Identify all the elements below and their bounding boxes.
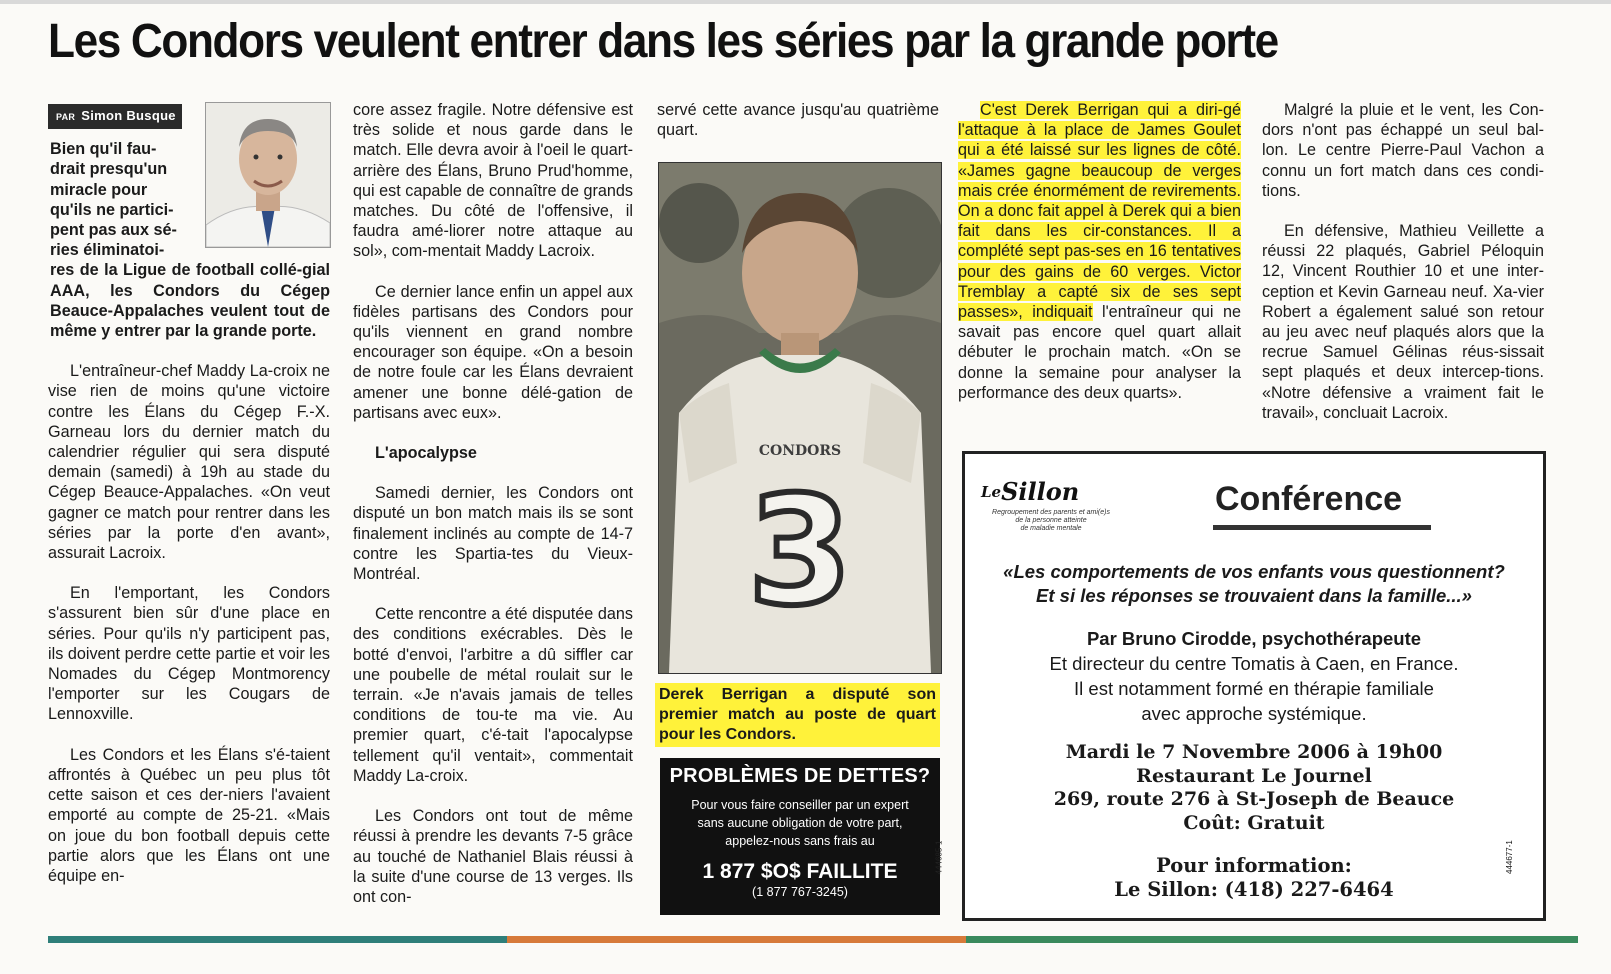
paragraph-rest: l'entraîneur qui ne savait pas encore quel quart allait débuter le prochain match. «On se donne la semaine pour analyser la performance des deux quarts». [958,303,1241,402]
paragraph: Malgré la pluie et le vent, les Con-dors n'ont pas échappé un seul bal-lon. Le centre Pierre-Paul Vachon a connu un fort match dans ces condi-tions. [1262,101,1544,200]
paragraph: Cette rencontre a été disputée dans des conditions exécrables. Dès le botté d'envoi, l'arbitre a dû siffler car une poubelle de métal roulait sur le terrain. «Je n'avais jamais de telles conditions de tou-te ma vie. Au premier quart, c'é-tait l'apocalypse tellement qu'il ventait», commentait Maddy La-croix. [353,605,633,785]
byline-prefix: PAR [56,112,76,122]
debt-ad [660,758,944,915]
logo-tagline: de maladie mentale [1020,525,1082,532]
logo-name: Sillon [1001,477,1080,506]
conference-question: «Les comportements de vos enfants vous questionnent? Et si les réponses se trouvaient dans la famille...» [1003,561,1505,606]
highlighted-text: C'est Derek Berrigan qui a diri-gé l'attaque à la place de James Goulet qui a été laissé sur les lignes de côté. «James gagne beaucoup de verges mais crée énormément de revirements. On a donc fait appel à Derek qui a bien fait dans les cir-constances. Il a complété sept pas-ses en 16 tentatives pour des gains de 60 verges. Victor Tremblay a capté six de ses sept passes», indiquait [958,101,1241,322]
debt-ad-line: sans aucune obligation de votre part, [697,816,903,830]
column-2 [353,100,633,927]
title-underline [1213,525,1431,530]
debt-ad-line: appelez-nous sans frais au [725,834,875,848]
paragraph: L'entraîneur-chef Maddy La-croix ne vise rien de moins qu'une victoire contre les Élans du Cégep F.-X. Garneau lors du dernier match du calendrier régulier qui sera disputé demain (samedi) à 19h au stade du Cégep Beauce-Appalaches. «On veut gagner ce match pour rentrer dans les séries par la porte d'en avant», assurait Lacroix. [48,362,330,563]
byline-author: Simon Busque [81,108,176,123]
paragraph: Les Condors ont tout de même réussi à prendre les devants 7-5 grâce au touché de Nathaniel Blais réussi à la suite d'une course de 13 verges. Ils ont con- [353,807,633,906]
event-details: Mardi le 7 Novembre 2006 à 19h00 Restaurant Le Journel 269, route 276 à St-Joseph de Beauce Coût: Gratuit [1053,741,1455,834]
jersey-text: CONDORS [758,443,842,459]
paragraph: servé cette avance jusqu'au quatrième quart. [657,101,939,140]
paragraph: core assez fragile. Notre défensive est très solide et nous garde dans le match. Elle devra avoir à l'oeil le quart-arrière des Élans, Bruno Prud'homme, qui est capable de connaître de grands matches. Du côté de l'offensive, il faudra amé-liorer notre attaque au sol», com-mentait Maddy Lacroix. [353,101,633,261]
logo-le: Le [981,483,1002,501]
paragraph: En l'emportant, les Condors s'assurent bien sûr d'une place en séries. Pour qu'ils n'y participent pas, ils doivent perdre cette partie et voir les Nomades du Cégep Montmorency l'emporter sur les Cougars de Lennoxville. [48,584,330,724]
conference-title: Conférence [1215,480,1403,518]
lead-line: pent pas aux sé- [50,221,177,240]
debt-ad-line: Pour vous faire conseiller par un expert [691,798,909,812]
player-photo [658,162,942,674]
lead-line: drait presqu'un [50,160,168,179]
debt-ad-title: PROBLÈMES DE DETTES? [669,765,931,787]
logo-tagline: Regroupement des parents et ami(e)s [992,509,1110,516]
bottom-color-bar [48,936,1578,943]
lead-line: ries éliminatoi- [50,241,165,260]
paragraph: Ce dernier lance enfin un appel aux fidèles partisans des Condors pour qu'ils viennent en grand nombre encourager son équipe. «On a besoin de notre foule car les Élans devraient amener une bonne délé-gation de partisans avec eux». [353,282,633,422]
headline: Les Condors veulent entrer dans les séries par la grande porte [48,15,1278,68]
lead-rest: res de la Ligue de football collé-gial AAA, les Condors du Cégep Beauce-Appalaches veulent tout de même y entrer par la grande porte. [50,261,330,341]
contact-info: Pour information: Le Sillon: (418) 227-6464 [1114,854,1394,901]
logo-tagline: de la personne atteinte [1015,517,1087,524]
lead-line: miracle pour [50,180,148,199]
paragraph: Les Condors et les Élans s'é-taient affrontés à Québec un peu plus tôt cette saison et ces der-niers l'avaient emporté au compte de 25-21. «Mais on joue du bon football depuis cette partie alors que les Élans ont une équipe en- [48,745,330,885]
conference-ad-code: 444677-1 [1505,840,1514,874]
conference-ad [962,451,1546,921]
debt-ad-phone-alt: (1 877 767-3245) [752,885,848,899]
photo-caption: Derek Berrigan a disputé son premier match au poste de quart pour les Condors. [655,683,940,747]
debt-ad-code: 444685-1 [934,840,944,875]
speaker-info: Par Bruno Cirodde, psychothérapeute Et directeur du centre Tomatis à Caen, en France. Il est notamment formé en thérapie familiale avec approche systémique. [1049,628,1459,724]
author-portrait [205,102,331,248]
paragraph: En défensive, Mathieu Veillette a réussi 22 plaqués, Gabriel Péloquin 12, Vincent Routhier 10 et une inter-ception et Kevin Garneau neuf. Xa-vier Robert a également salué son retour au jeu avec neuf plaqués alors que la recrue Samuel Gélinas réus-sissait sept plaqués et deux intercep-tions. «Notre défensive a vraiment fait le travail», concluait Lacroix. [1262,222,1544,422]
paragraph: Samedi dernier, les Condors ont disputé un bon match mais ils se sont finalement inclinés au compte de 14-7 contre les Spartia-tes du Vieux-Montréal. [353,484,633,584]
subheading-apocalypse: L'apocalypse [375,444,477,463]
lead-line: qu'ils ne partici- [50,200,174,219]
column-5 [1262,100,1544,443]
le-sillon-logo [981,479,1131,549]
top-rule [0,0,1611,4]
lead-line: Bien qu'il fau- [50,140,157,159]
debt-ad-phone: 1 877 $O$ FAILLITE [702,860,898,883]
column-4 [958,100,1241,403]
column-3 [657,100,939,160]
jersey-number: 3 [747,465,853,639]
